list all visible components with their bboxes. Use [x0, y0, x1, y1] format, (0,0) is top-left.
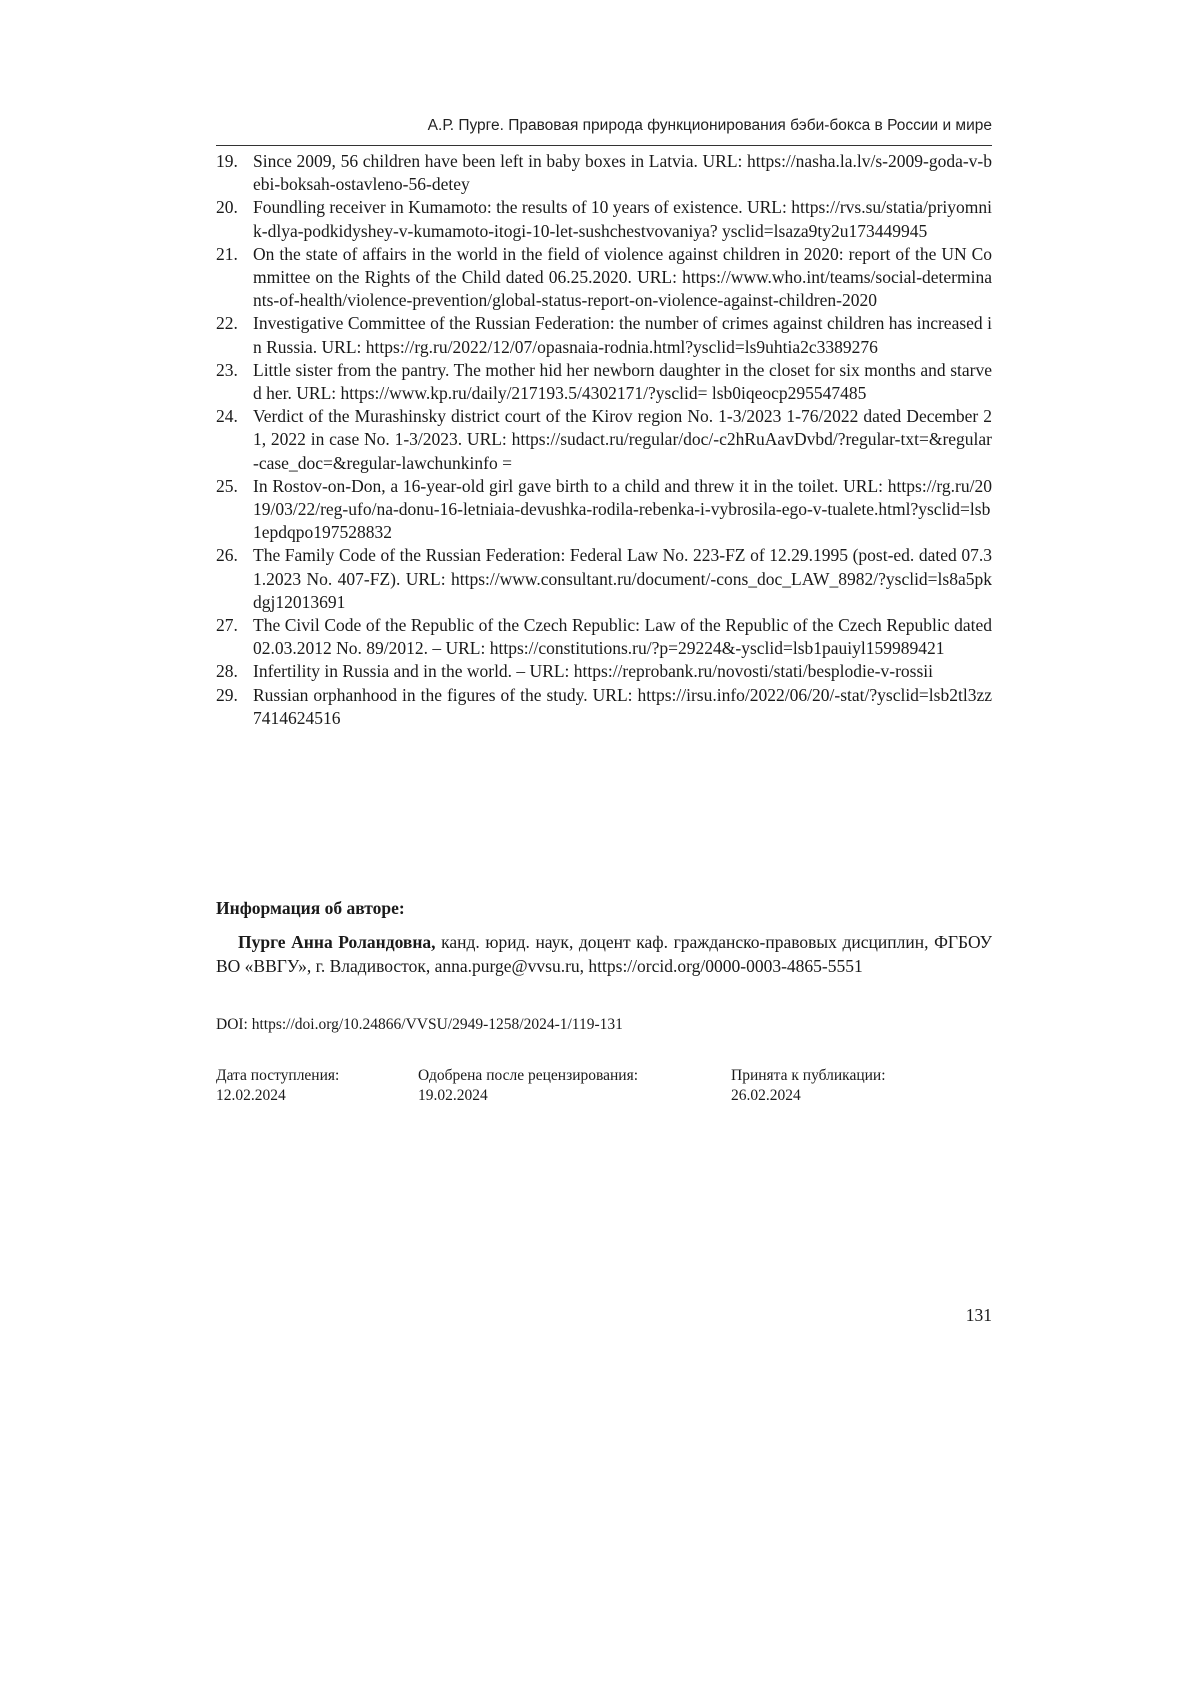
- reference-text: Infertility in Russia and in the world. – URL: https://reprobank.ru/novosti/stati/besplodie-v-rossii: [253, 661, 933, 682]
- date-approved-block: [418, 1066, 638, 1106]
- reference-text: On the state of affairs in the world in the field of violence against children in 2020: report of the UN Committee on the Rights of the Child dated 06.25.2020. URL: https://www.who.int/teams/social-determinants-of-health/violence-prevention/global-status-report-on-violence-against-children-2020: [253, 243, 992, 311]
- reference-text: The Civil Code of the Republic of the Czech Republic: Law of the Republic of the Czech Republic dated 02.03.2012 No. 89/2012. – URL: https://constitutions.ru/?p=29224&-ysclid=lsb1pauiyl159989421: [253, 615, 992, 659]
- reference-number: 19.: [216, 151, 238, 171]
- reference-text: Little sister from the pantry. The mother hid her newborn daughter in the closet for six months and starved her. URL: https://www.kp.ru/daily/217193.5/4302171/?ysclid= lsb0iqeocp295547485: [253, 359, 992, 404]
- date-received-block: [216, 1066, 339, 1106]
- reference-number: 29.: [216, 684, 238, 705]
- reference-list: [216, 150, 992, 730]
- reference-text: Since 2009, 56 children have been left in baby boxes in Latvia. URL: https://nasha.la.lv/s-2009-goda-v-bebi-boksah-ostavleno-56-detey: [253, 151, 992, 195]
- reference-text: The Family Code of the Russian Federation: Federal Law No. 223-FZ of 12.29.1995 (post-ed. dated 07.31.2023 No. 407-FZ). URL: https://www.consultant.ru/document/-cons_doc_LAW_8982/?ysclid=ls8a5pkdgj12013691: [253, 545, 992, 612]
- page-number: 131: [965, 1305, 992, 1325]
- reference-number: 25.: [216, 475, 238, 496]
- reference-number: 20.: [216, 197, 238, 218]
- doi-line: DOI: https://doi.org/10.24866/VVSU/2949-1258/2024-1/119-131: [216, 1016, 623, 1033]
- reference-number: 28.: [216, 661, 238, 682]
- reference-item: [216, 684, 992, 730]
- reference-item: [216, 150, 992, 196]
- reference-item: [216, 544, 992, 614]
- header-divider: [216, 145, 992, 146]
- date-approved-label: Одобрена после рецензирования:: [418, 1067, 639, 1084]
- reference-number: 22.: [216, 313, 238, 334]
- running-header: А.Р. Пурге. Правовая природа функционирования бэби-бокса в России и мире: [427, 117, 992, 134]
- author-details: канд. юрид. наук, доцент каф. гражданско-правовых дисциплин, ФГБОУ ВО «ВВГУ», г. Владивосток, anna.purge@vvsu.ru, https://orcid.org/0000-0003-4865-5551: [216, 932, 992, 976]
- reference-item: [216, 475, 992, 545]
- reference-number: 21.: [216, 243, 238, 264]
- date-approved-value: 19.02.2024: [418, 1087, 488, 1104]
- reference-text: Russian orphanhood in the figures of the study. URL: https://irsu.info/2022/06/20/-stat/?ysclid=lsb2tl3zz7414624516: [253, 684, 992, 728]
- reference-text: Investigative Committee of the Russian Federation: the number of crimes against children has increased in Russia. URL: https://rg.ru/2022/12/07/opasnaia-rodnia.html?ysclid=ls9uhtia2c3389276: [253, 313, 992, 357]
- reference-item: [216, 660, 992, 683]
- reference-text: In Rostov-on-Don, a 16-year-old girl gave birth to a child and threw it in the toilet. URL: https://rg.ru/2019/03/22/reg-ufo/na-donu-16-letniaia-devushka-rodila-rebenka-i-vybrosila-ego-v-tualete.html?ysclid=lsb1epdqpo197528832: [253, 475, 992, 543]
- date-accepted-block: [731, 1066, 886, 1106]
- reference-item: [216, 243, 992, 313]
- reference-text: Verdict of the Murashinsky district court of the Kirov region No. 1-3/2023 1-76/2022 dated December 21, 2022 in case No. 1-3/2023. URL: https://sudact.ru/regular/doc/-c2hRuAavDvbd/?regular-txt=&regular-case_doc=&regular-lawchunkinfo =: [253, 406, 992, 473]
- reference-item: [216, 196, 992, 242]
- date-received-value: 12.02.2024: [216, 1087, 286, 1104]
- reference-item: [216, 359, 992, 405]
- author-info-paragraph: [216, 931, 992, 978]
- reference-number: 26.: [216, 545, 238, 566]
- reference-item: [216, 312, 992, 358]
- date-received-label: Дата поступления:: [216, 1067, 340, 1084]
- author-info-heading: Информация об авторе:: [216, 898, 405, 918]
- reference-text: Foundling receiver in Kumamoto: the results of 10 years of existence. URL: https://rvs.su/statia/priyomnik-dlya-podkidyshey-v-kumamoto-itogi-10-let-sushchestvovaniya? ysclid=lsaza9ty2u173449945: [253, 197, 992, 241]
- reference-number: 23.: [216, 359, 238, 380]
- reference-number: 27.: [216, 615, 238, 636]
- reference-item: [216, 405, 992, 475]
- author-name: Пурге Анна Роландовна,: [238, 932, 436, 952]
- date-accepted-value: 26.02.2024: [731, 1087, 801, 1104]
- date-accepted-label: Принята к публикации:: [731, 1067, 886, 1084]
- reference-number: 24.: [216, 406, 238, 427]
- reference-item: [216, 614, 992, 660]
